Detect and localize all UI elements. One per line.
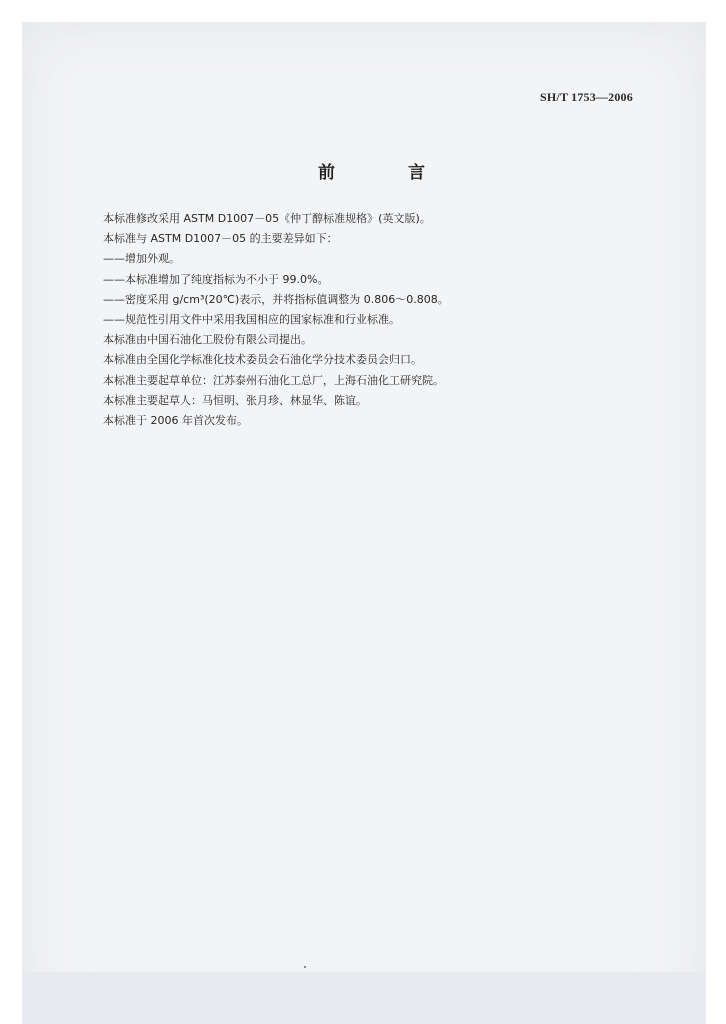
text-line-9: 本标准主要起草单位：江苏泰州石油化工总厂，上海石油化工研究院。: [103, 373, 444, 387]
text-line-3: ——增加外观。: [103, 252, 180, 266]
standard-code-header: SH/T 1753—2006: [540, 90, 633, 104]
text-line-7: 本标准由中国石油化工股份有限公司提出。: [103, 333, 312, 347]
text-line-6: ——规范性引用文件中采用我国相应的国家标准和行业标准。: [103, 312, 400, 326]
text-line-2: 本标准与 ASTM D1007－05 的主要差异如下：: [103, 232, 338, 246]
text-line-11: 本标准于 2006 年首次发布。: [103, 413, 248, 427]
foreword-body: [103, 209, 663, 431]
text-line-5: ——密度采用 g/cm³(20℃)表示，并将指标值调整为 0.806～0.808。: [103, 292, 449, 306]
page-title: 前 言: [318, 163, 453, 183]
text-line-10: 本标准主要起草人：马恒明、张月珍、林显华、陈谊。: [103, 393, 367, 407]
page-bottom-band: [22, 972, 706, 1024]
scan-speck: [304, 966, 306, 968]
text-line-4: ——本标准增加了纯度指标为不小于 99.0%。: [103, 272, 329, 286]
text-line-8: 本标准由全国化学标准化技术委员会石油化学分技术委员会归口。: [103, 353, 422, 367]
text-line-1: 本标准修改采用 ASTM D1007－05《仲丁醇标准规格》(英文版)。: [103, 212, 431, 225]
